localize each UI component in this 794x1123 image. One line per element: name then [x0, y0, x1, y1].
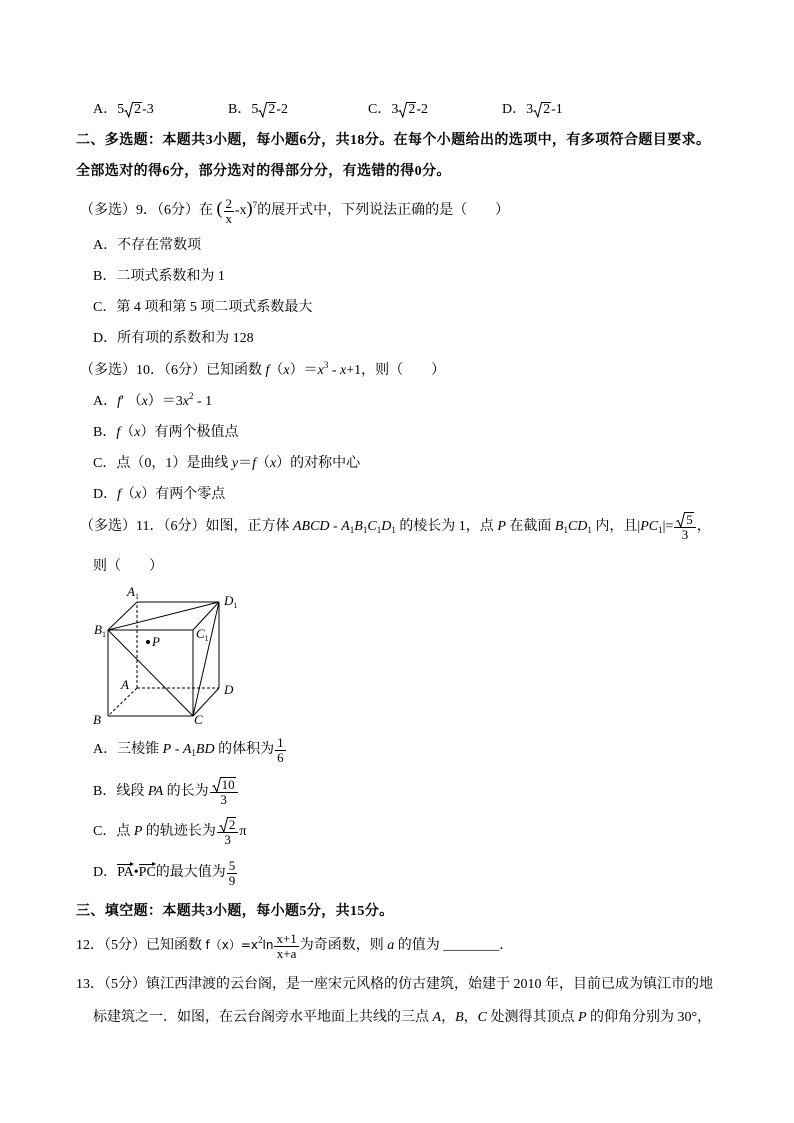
- question-10-option-b: [93, 423, 238, 443]
- text-segment: |=: [662, 519, 674, 534]
- question-9-option-c: [93, 298, 312, 318]
- diagonal-d1-c: [193, 602, 219, 716]
- vertex-label-a: [121, 678, 129, 692]
- superscript: 2: [257, 935, 263, 945]
- text-segment: A．: [93, 394, 118, 409]
- large-parenthesis: ): [246, 198, 253, 218]
- subscript: 1: [362, 525, 368, 535]
- text-segment: 在截面: [505, 519, 555, 534]
- vertex-label-d: [224, 683, 233, 697]
- math-variable: A: [432, 1010, 442, 1025]
- question-10-option-a: [93, 392, 212, 412]
- question-11-option-a: [93, 734, 287, 765]
- question-12: [76, 930, 514, 961]
- text-segment: ，: [441, 1010, 456, 1025]
- fraction-denominator: [217, 833, 239, 847]
- fraction-numerator: [227, 858, 238, 874]
- text-segment: 13．（5分）镇江西津渡的云台阁，是一座宋元风格的仿古建筑，始建于 2010 年，目前已成为镇江市的地: [76, 977, 713, 992]
- vertex-letter: A: [127, 584, 135, 599]
- radicand: 10: [221, 776, 235, 792]
- radicand: 2: [268, 102, 276, 117]
- question-10-option-c: [93, 454, 360, 474]
- vertex-subscript: 1: [101, 630, 106, 639]
- text-segment: •: [133, 865, 139, 880]
- text-segment: x: [225, 210, 232, 226]
- text-segment: 则（ ）: [93, 559, 163, 574]
- vertex-letter: A: [121, 677, 129, 692]
- text-segment: +1，则（ ）: [346, 363, 446, 378]
- math-expression: ln: [262, 938, 274, 952]
- text-segment: -2: [416, 102, 429, 117]
- math-variable: x: [317, 363, 324, 378]
- text-segment: ）＝: [289, 363, 318, 378]
- question-11-stem-cont: [93, 557, 163, 577]
- fraction: [217, 817, 239, 847]
- math-expression: f（x）=x: [205, 938, 258, 952]
- fraction-numerator: [224, 196, 235, 212]
- text-segment: （多选）10．（6分）已知函数: [80, 363, 266, 378]
- vector: PA: [117, 865, 134, 880]
- section-3-heading: [76, 902, 394, 922]
- vertex-label-d1: [224, 594, 237, 610]
- question-8-option-a: [93, 100, 154, 120]
- superscript: 3: [323, 360, 329, 370]
- text-segment: -: [171, 742, 183, 757]
- radicand: 2: [543, 102, 551, 117]
- question-9-option-a: [93, 236, 201, 256]
- text-segment: -: [328, 363, 340, 378]
- question-9-option-b: [93, 267, 225, 287]
- text-segment: D．: [93, 865, 118, 880]
- superscript: 2: [189, 391, 194, 401]
- text-segment: 3: [224, 831, 231, 847]
- question-11-stem: [80, 511, 711, 542]
- question-11-option-b: [93, 776, 239, 807]
- question-8-option-b: [228, 100, 288, 120]
- vertex-subscript: 1: [233, 601, 238, 610]
- text-segment: π: [239, 824, 247, 839]
- math-variable: P: [497, 519, 506, 534]
- text-segment: （: [121, 487, 136, 502]
- math-variable: y: [231, 456, 239, 471]
- math-variable: f: [117, 487, 122, 502]
- text-segment: B．5: [228, 102, 259, 117]
- fraction-denominator: [275, 751, 286, 765]
- radicand: 2: [228, 816, 236, 832]
- edge-a1-b1: [108, 602, 137, 630]
- question-8-option-d: [502, 100, 563, 120]
- text-segment: C．3: [368, 102, 399, 117]
- math-variable: a: [387, 938, 395, 953]
- radical-sign: [533, 102, 542, 118]
- math-variable: A: [341, 519, 350, 534]
- fraction: [275, 735, 286, 765]
- text-segment: ，: [696, 519, 711, 534]
- text-segment: A．不存在常数项: [93, 238, 202, 253]
- fraction: [224, 196, 235, 226]
- radical-stroke: [125, 103, 134, 118]
- square-root: [219, 817, 237, 832]
- subscript: 1: [391, 525, 396, 535]
- text-segment: 标建筑之一．如图，在云台阁旁水平地面上共线的三点: [93, 1010, 433, 1025]
- fraction-numerator: [274, 931, 298, 947]
- math-variable: x: [269, 456, 277, 471]
- hidden-edge-a-b: [108, 688, 137, 716]
- square-root: [676, 512, 694, 527]
- subscript: 1: [376, 525, 382, 535]
- fraction: [210, 777, 238, 807]
- fraction: [274, 931, 298, 961]
- question-10-stem: [80, 361, 445, 381]
- text-segment: （: [269, 363, 284, 378]
- text-segment: 三、填空题：本题共3小题，每小题5分，共15分。: [76, 904, 394, 919]
- math-variable: B: [455, 1010, 464, 1025]
- text-segment: （多选）11．（6分）如图，正方体: [80, 519, 293, 534]
- radical-sign: [124, 102, 133, 118]
- square-root: [258, 102, 276, 117]
- fraction-denominator: [674, 528, 696, 542]
- math-variable: B: [354, 519, 363, 534]
- math-variable: x: [135, 487, 142, 502]
- math-variable: C: [367, 519, 377, 534]
- text-segment: A．5: [93, 102, 125, 117]
- text-segment: 6: [277, 749, 284, 765]
- text-segment: ）有两个零点: [141, 487, 226, 502]
- cube-diagram: [90, 580, 240, 730]
- math-variable: f: [252, 456, 256, 471]
- section-2-heading: [76, 131, 710, 151]
- section-2-heading-cont: [76, 162, 451, 182]
- math-variable: A: [182, 742, 192, 757]
- math-variable: f: [117, 394, 122, 409]
- radical-stroke: [534, 103, 543, 118]
- vertex-label-a1: [127, 585, 139, 601]
- point-p-dot: [146, 640, 150, 644]
- math-variable: P: [162, 742, 172, 757]
- math-variable: CD: [567, 519, 588, 534]
- radical-stroke: [212, 777, 221, 792]
- text-segment: ）有两个极值点: [140, 425, 239, 440]
- radicand: 2: [134, 102, 142, 117]
- vertex-subscript: 1: [204, 634, 209, 643]
- radical-stroke: [399, 103, 408, 118]
- math-variable: P: [577, 1010, 587, 1025]
- math-variable: P: [133, 824, 143, 839]
- text-segment: 的展开式中，下列说法正确的是（ ）: [257, 203, 510, 218]
- fraction: [227, 858, 238, 888]
- vertex-letter: B: [93, 712, 101, 727]
- vertex-letter: C: [194, 712, 203, 727]
- square-root: [398, 102, 416, 117]
- text-segment: B．线段: [93, 784, 148, 799]
- text-segment: 处测得其顶点: [486, 1010, 578, 1025]
- question-9-stem: [80, 195, 510, 226]
- fraction-numerator: [217, 817, 239, 833]
- fraction-numerator: [210, 777, 238, 793]
- square-root: [124, 102, 142, 117]
- subscript: 1: [658, 525, 663, 535]
- vertex-subscript: 1: [134, 592, 139, 601]
- fraction-denominator: [227, 874, 238, 888]
- question-11-option-c: [93, 816, 247, 847]
- text-segment: ′ （: [121, 394, 142, 409]
- question-10-option-d: [93, 485, 225, 505]
- vertex-letter: C: [196, 626, 205, 641]
- text-segment: ________: [443, 938, 500, 953]
- math-variable: PA: [147, 784, 164, 799]
- radical-sign: [219, 817, 228, 833]
- text-segment: 12．（5分）已知函数: [76, 938, 206, 953]
- text-segment: C．点: [93, 824, 134, 839]
- subscript: 1: [587, 525, 592, 535]
- fraction-numerator: [275, 735, 286, 751]
- text-segment: -2: [276, 102, 289, 117]
- fraction-denominator: [210, 793, 238, 807]
- square-root: [212, 777, 236, 792]
- text-segment: -1: [551, 102, 563, 117]
- square-root: [533, 102, 551, 117]
- vertex-letter: D: [224, 682, 234, 697]
- vertex-label-c: [194, 713, 203, 727]
- text-segment: （: [120, 425, 135, 440]
- math-variable: PC: [640, 519, 659, 534]
- text-segment: 内，且|: [591, 519, 641, 534]
- text-segment: 3: [220, 791, 227, 807]
- text-segment: 的长为: [163, 784, 209, 799]
- question-11-option-d: [93, 857, 238, 888]
- math-variable: D: [381, 519, 392, 534]
- math-variable: ABCD: [292, 519, 330, 534]
- text-segment: D．3: [502, 102, 534, 117]
- text-segment: 的仰角分别为 30°，: [586, 1010, 712, 1025]
- text-segment: ．: [499, 938, 514, 953]
- text-segment: B．: [93, 425, 117, 440]
- radicand: 2: [408, 102, 416, 117]
- question-9-option-d: [93, 329, 254, 349]
- text-segment: 9: [228, 872, 236, 888]
- text-segment: ）的对称中心: [276, 456, 361, 471]
- vertex-label-b: [93, 713, 101, 727]
- fraction: [674, 512, 696, 542]
- radical-sign: [258, 102, 267, 118]
- math-variable: x: [141, 394, 148, 409]
- text-segment: C．第 4 项和第 5 项二项式系数最大: [93, 300, 313, 315]
- large-parenthesis: (: [216, 198, 223, 218]
- subscript: 1: [563, 525, 568, 535]
- point-p-label: P: [152, 634, 160, 649]
- question-13-line-1: [76, 975, 713, 995]
- math-variable: B: [554, 519, 564, 534]
- radical-sign: [676, 512, 685, 528]
- text-segment: -x: [235, 203, 247, 218]
- fraction-denominator: [224, 212, 235, 226]
- text-segment: - 1: [193, 394, 213, 409]
- text-segment: ，: [463, 1010, 478, 1025]
- text-segment: 的值为: [394, 938, 444, 953]
- math-variable: C: [477, 1010, 487, 1025]
- text-segment: 的最大值为: [155, 865, 226, 880]
- text-segment: 2: [225, 195, 232, 211]
- text-segment: -3: [142, 102, 154, 117]
- fraction-numerator: [674, 512, 696, 528]
- vector: PC: [138, 865, 156, 880]
- math-variable: f: [116, 425, 121, 440]
- text-segment: 的轨迹长为: [142, 824, 216, 839]
- superscript: 7: [252, 200, 258, 210]
- math-variable: BD: [195, 742, 215, 757]
- vertex-label-c1: [196, 627, 209, 643]
- radical-stroke: [677, 512, 686, 527]
- subscript: 1: [349, 525, 355, 535]
- radical-sign: [398, 102, 407, 118]
- vertex-label-b1: [94, 623, 106, 639]
- text-segment: A．三棱锥: [93, 742, 163, 757]
- text-segment: D．: [93, 487, 118, 502]
- vertex-letter: B: [94, 622, 102, 637]
- text-segment: ＝: [238, 456, 253, 471]
- radical-sign: [212, 777, 221, 793]
- vertex-letter: D: [224, 593, 234, 608]
- text-segment: D．所有项的系数和为 128: [93, 331, 254, 346]
- question-13-line-2: [93, 1008, 711, 1028]
- radical-stroke: [259, 103, 268, 118]
- text-segment: 的体积为: [214, 742, 275, 757]
- text-segment: （: [255, 456, 270, 471]
- text-segment: 1: [277, 734, 284, 750]
- text-segment: -: [329, 519, 342, 534]
- text-segment: 的棱长为 1，点: [395, 519, 498, 534]
- text-segment: 3: [681, 526, 689, 542]
- math-variable: x: [340, 363, 347, 378]
- text-segment: （多选）9．（6分）在: [80, 203, 217, 218]
- math-variable: x: [283, 363, 290, 378]
- text-segment: x+a: [276, 945, 297, 961]
- cube-figure: [90, 580, 240, 730]
- text-segment: 5: [228, 857, 236, 873]
- radicand: 5: [686, 511, 693, 527]
- math-variable: x: [182, 394, 190, 409]
- math-variable: f: [265, 363, 270, 378]
- subscript: 1: [191, 748, 196, 758]
- math-variable: x: [134, 425, 141, 440]
- text-segment: 全部选对的得6分，部分选对的得部分分，有选错的得0分。: [76, 164, 451, 179]
- radical-stroke: [219, 817, 228, 832]
- text-segment: ）＝3: [147, 394, 183, 409]
- question-8-option-c: [368, 100, 428, 120]
- text-segment: x+1: [276, 930, 297, 946]
- text-segment: 为奇函数，则: [299, 938, 388, 953]
- fraction-denominator: [274, 947, 298, 961]
- text-segment: C．点（0，1）是曲线: [93, 456, 232, 471]
- text-segment: B．二项式系数和为 1: [93, 269, 225, 284]
- text-segment: 二、多选题：本题共3小题，每小题6分，共18分。在每个小题给出的选项中，有多项符合题目要求。: [76, 133, 711, 148]
